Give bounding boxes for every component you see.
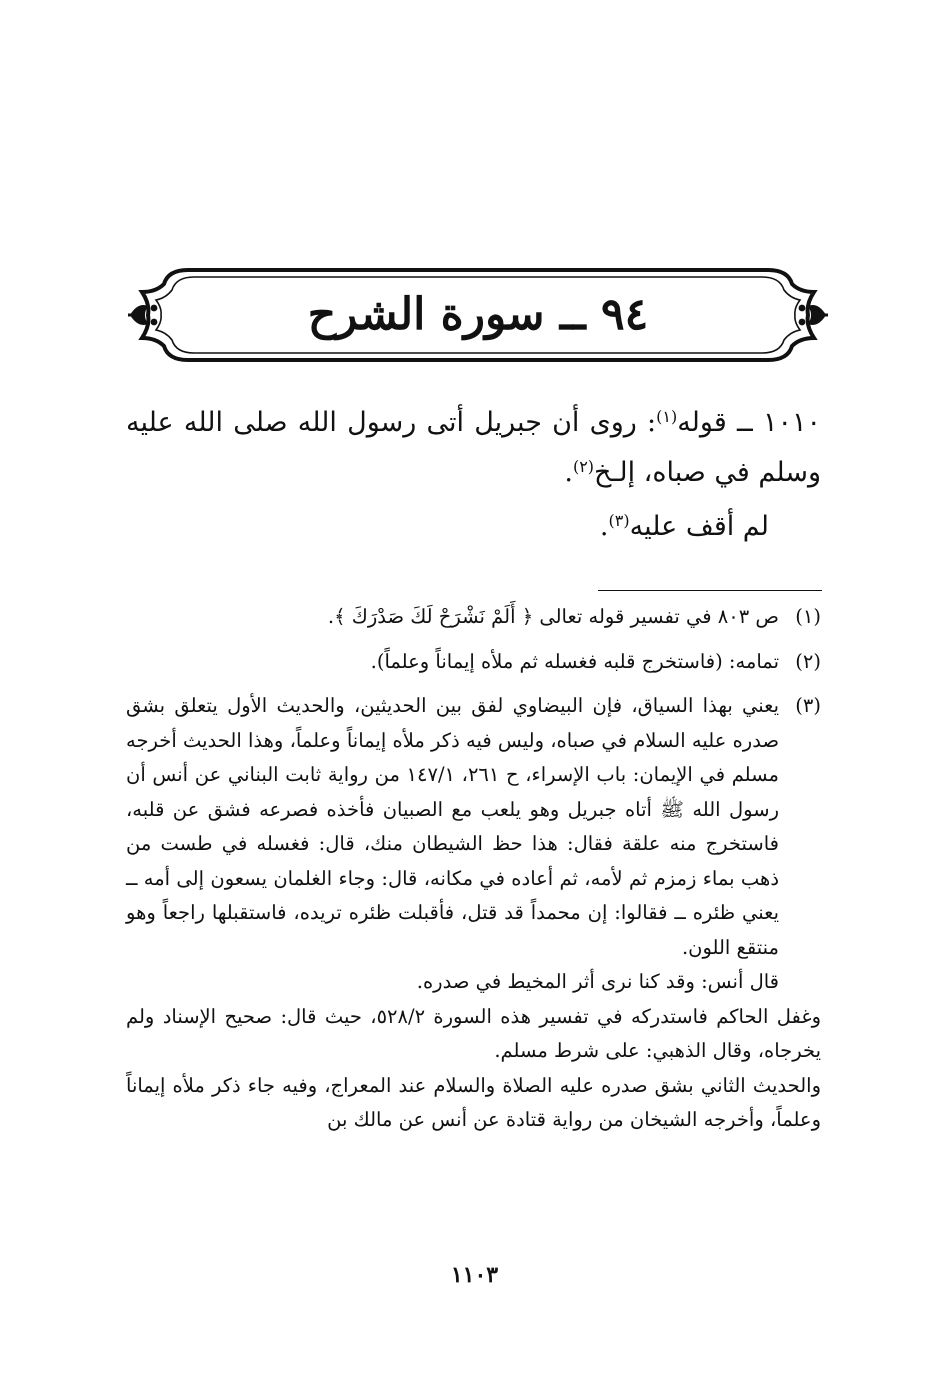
footnote-2: [126, 645, 821, 680]
footnotes: [126, 600, 821, 1148]
entry-label: قوله: [677, 407, 727, 438]
footnote-paragraph: وغفل الحاكم فاستدركه في تفسير هذه السورة ٥٢٨/٢، حيث قال: صحيح الإسناد ولم يخرجاه، وقال الذهبي: على شرط مسلم.: [126, 1004, 822, 1062]
entry-number: ١٠١٠: [762, 407, 821, 438]
entry-paragraph: [126, 398, 821, 498]
footnote-text: ص ٨٠٣ في تفسير قوله تعالى ﴿ أَلَمْ نَشْرَحْ لَكَ صَدْرَكَ ﴾.: [327, 605, 779, 628]
footnote-paragraph: والحديث الثاني بشق صدره عليه الصلاة والسلام عند المعراج، وفيه جاء ذكر ملأه إيماناً وعلماً، وأخرجه الشيخان من رواية قتادة عن أنس عن مالك بن: [126, 1073, 822, 1131]
surah-title: ٩٤ ــ سورة الشرح: [307, 289, 649, 340]
footnote-number: (٢): [795, 649, 821, 673]
footnote-separator: [598, 590, 822, 591]
comment-end: .: [599, 511, 609, 542]
comment-paragraph: [126, 502, 821, 552]
footnote-3-continued: [126, 1000, 821, 1138]
footnote-1: [126, 600, 821, 635]
entry-text-2: عليه وسلم في صباه، إلـخ: [126, 407, 821, 488]
footnote-paragraph: قال أنس: وقد كنا نرى أثر المخيط في صدره.: [416, 970, 779, 993]
footnote-ref-1[interactable]: (١): [656, 407, 678, 426]
footnote-text: تمامه: (فاستخرج قلبه فغسله ثم ملأه إيماناً وعلماً).: [370, 649, 779, 673]
entry-text-1: : روى أن جبريل أتى رسول الله صلى الله: [183, 407, 657, 438]
comment-text: لم أقف عليه: [629, 511, 769, 542]
main-text: [126, 398, 821, 552]
footnote-paragraph: يعني بهذا السياق، فإن البيضاوي لفق بين الحديثين، والحديث الأول يتعلق بشق صدره عليه السلام في صباه، وليس فيه ذكر ملأه إيماناً وعلماً، وهذا الحديث أخرجه مسلم في الإيمان: باب الإسراء، ح ٢٦١، ١٤٧/١ من رواية ثابت البناني عن أنس أن رسول الله ﷺ أتاه جبريل وهو يلعب مع الصبيان فأخذه فصرعه فشق عن قلبه، فاستخرج منه علقة فقال: هذا حظ الشيطان منك، قال: فغسله في طست من ذهب بماء زمزم ثم لأمه، ثم أعاده في مكانه، قال: وجاء الغلمان يسعون إلى أمه ــ يعني ظئره ــ فقالوا: إن محمداً قد قتل، فأقبلت ظئره تريده، فاستقبلها راجعاً وهو منتقع اللون.: [126, 694, 779, 959]
footnote-ref-3[interactable]: (٣): [608, 511, 630, 530]
entry-end: .: [564, 457, 573, 488]
footnote-3: [126, 689, 821, 1000]
surah-title-frame: [128, 262, 828, 368]
footnote-number: (١): [795, 605, 821, 628]
entry-dash: ــ: [736, 407, 753, 438]
footnote-number: (٣): [795, 694, 821, 717]
page-number: ١١٠٣: [450, 1262, 499, 1288]
footnote-ref-2[interactable]: (٢): [572, 457, 595, 476]
